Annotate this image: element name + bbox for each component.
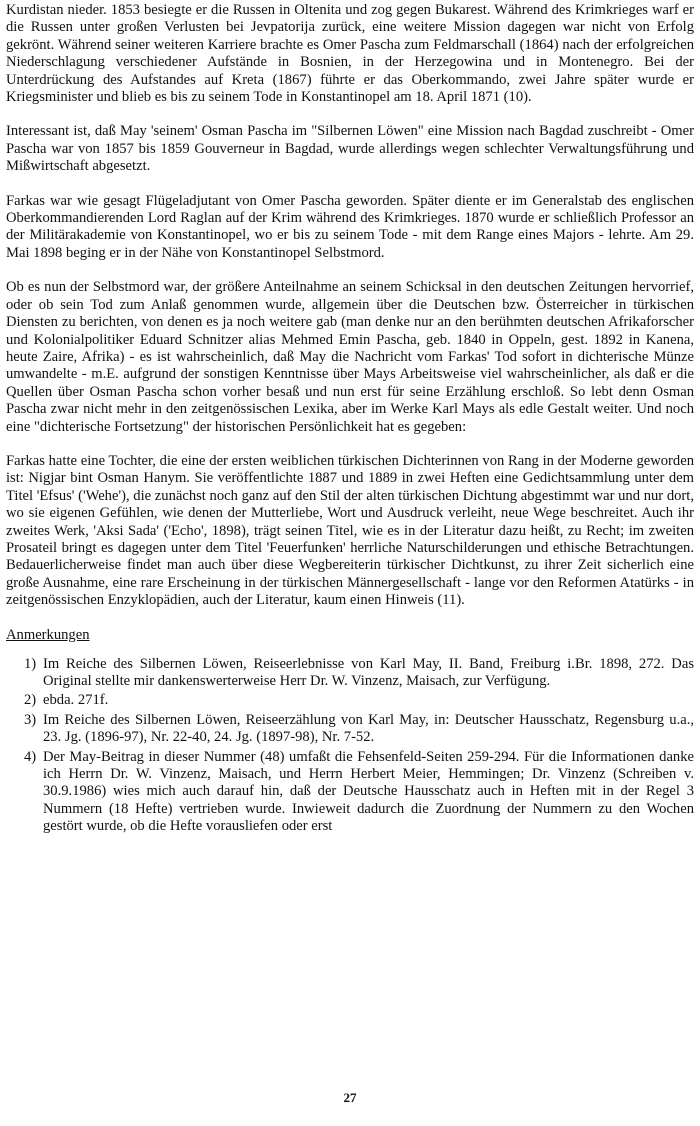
note-number: 3) bbox=[24, 711, 37, 728]
note-item bbox=[6, 692, 694, 709]
paragraph-4: Ob es nun der Selbstmord war, der größere Anteilnahme an seinem Schicksal in den deutschen Zeitungen hervorrief, oder ob sein Tod zum Anlaß genommen wurde, allgemein über die Deutschen bzw. Österreicher in türkischen Diensten zu berichten, von denen es ja noch weitere gab (man denke nur an den berühmten deutschen Afrikaforscher und Kolonialpolitiker Eduard Schnitzer alias Mehmed Emin Pascha, geb. 1840 in Oppeln, gest. 1892 in Kanena, heute Zaire, Afrika) - es ist wahrscheinlich, daß May die Nachricht vom Farkas' Tod sofort in dichterische Münze umwandelte - m.E. aufgrund der sonstigen Kenntnisse über Mays Arbeitsweise viel wahrscheinlicher, als daß er die Quellen über Osman Pascha schon vorher besaß und nun erst für seine Erzählung erschloß. So lebt denn Osman Pascha zwar nicht mehr in den zeitgenössischen Lexika, aber im Werke Karl Mays als edle Gestalt weiter. Und noch eine "dichterische Fortsetzung" der historischen Persönlichkeit hat es gegeben: bbox=[6, 279, 694, 435]
notes-list bbox=[6, 656, 694, 836]
notes-heading: Anmerkungen bbox=[6, 626, 90, 643]
note-item bbox=[6, 749, 694, 836]
page-number: 27 bbox=[343, 1090, 357, 1105]
note-text: Der May-Beitrag in dieser Nummer (48) umfaßt die Fehsenfeld-Seiten 259-294. Für die Informationen danke ich Herrn Dr. W. Vinzenz, Maisach, und Herrn Herbert Meier, Hemmingen; Dr. Vinzenz (Schreiben v. 30.9.1986) wies mich auch darauf hin, daß der Deutsche Hausschatz auch in Heften mit in der Regel 3 Nummern (18 Hefte) vertrieben wurde. Inwieweit dadurch die Zuordnung der Nummern zu den Wochen gestört wurde, ob die Hefte vorausliefen oder erst bbox=[43, 748, 694, 835]
note-text: Im Reiche des Silbernen Löwen, Reiseerzählung von Karl May, in: Deutscher Hausschatz, Regensburg u.a., 23. Jg. (1896-97), Nr. 22-40, 24. Jg. (1897-98), Nr. 7-52. bbox=[43, 711, 694, 746]
note-number: 4) bbox=[24, 748, 37, 765]
note-number: 2) bbox=[24, 692, 37, 709]
paragraph-2: Interessant ist, daß May 'seinem' Osman Pascha im "Silbernen Löwen" eine Mission nach Bagdad zuschreibt - Omer Pascha war von 1857 bis 1859 Gouverneur in Bagdad, wurde allerdings wegen schlechter Verwaltungsführung und Mißwirtschaft abgesetzt. bbox=[6, 123, 694, 175]
note-item bbox=[6, 712, 694, 747]
paragraph-3: Farkas war wie gesagt Flügeladjutant von Omer Pascha geworden. Später diente er im Generalstab des englischen Oberkommandierenden Lord Raglan auf der Krim während des Krimkrieges. 1870 wurde er schließlich Professor an der Militärakademie von Konstantinopel, wo er bis zu seinem Tode - mit dem Range eines Majors - lehrte. Am 29. Mai 1898 beging er in der Nähe von Konstantinopel Selbstmord. bbox=[6, 192, 694, 261]
paragraph-5: Farkas hatte eine Tochter, die eine der ersten weiblichen türkischen Dichterinnen von Rang in der Moderne geworden ist: Nigjar bint Osman Hanym. Sie veröffentlichte 1887 und 1889 in zwei Heften eine Gedichtsammlung unter dem Titel 'Efsus' ('Wehe'), die zunächst noch ganz auf den Stil der alten türkischen Dichtung abgestimmt war und nur dort, wo sie eigenen Gefühlen, wie denen der Mutterliebe, Wort und Ausdruck verleiht, neue Wege beschreitet. Auch ihr zweites Werk, 'Aksi Sada' ('Echo', 1898), trägt seinen Titel, wie es in der Literatur dazu heißt, zu Recht; im zweiten Prosateil bringt es dagegen unter dem Titel 'Feuerfunken' herrliche Naturschilderungen und ethische Betrachtungen. Bedauerlicherweise findet man auch über diese Wegbereiterin türkischer Dichtkunst, zu ihrer Zeit sicherlich eine große Ausnahme, eine rare Erscheinung in der türkischen Männergesellschaft - lange vor den Reformen Atatürks - in zeitgenössischen Enzyklopädien, auch der Literatur, kaum einen Hinweis (11). bbox=[6, 452, 694, 609]
note-text: ebda. 271f. bbox=[43, 692, 109, 709]
note-number: 1) bbox=[24, 655, 37, 672]
note-text: Im Reiche des Silbernen Löwen, Reiseerlebnisse von Karl May, II. Band, Freiburg i.Br. 1898, 272. Das Original stellte mir dankenswerterweise Herr Dr. W. Vinzenz, Maisach, zur Verfügung. bbox=[43, 655, 694, 689]
paragraph-1: Kurdistan nieder. 1853 besiegte er die Russen in Oltenita und zog gegen Bukarest. Während des Krimkrieges warf er die Russen unter großen Verlusten bei Jevpatorija zurück, eine weitere Mission dagegen war nicht von Erfolg gekrönt. Während seiner weiteren Karriere brachte es Omer Pascha zum Feldmarschall (1864) nach der erfolgreichen Niederschlagung verschiedener Aufstände in Bosnien, in der Herzegowina und in Montenegro. Bei der Unterdrückung des Aufstandes auf Kreta (1867) führte er das Oberkommando, zwei Jahre später wurde er Kriegsminister und blieb es bis zu seinem Tode in Konstantinopel am 18. April 1871 (10). bbox=[6, 2, 694, 106]
note-item bbox=[6, 656, 694, 691]
document-page bbox=[6, 2, 694, 836]
